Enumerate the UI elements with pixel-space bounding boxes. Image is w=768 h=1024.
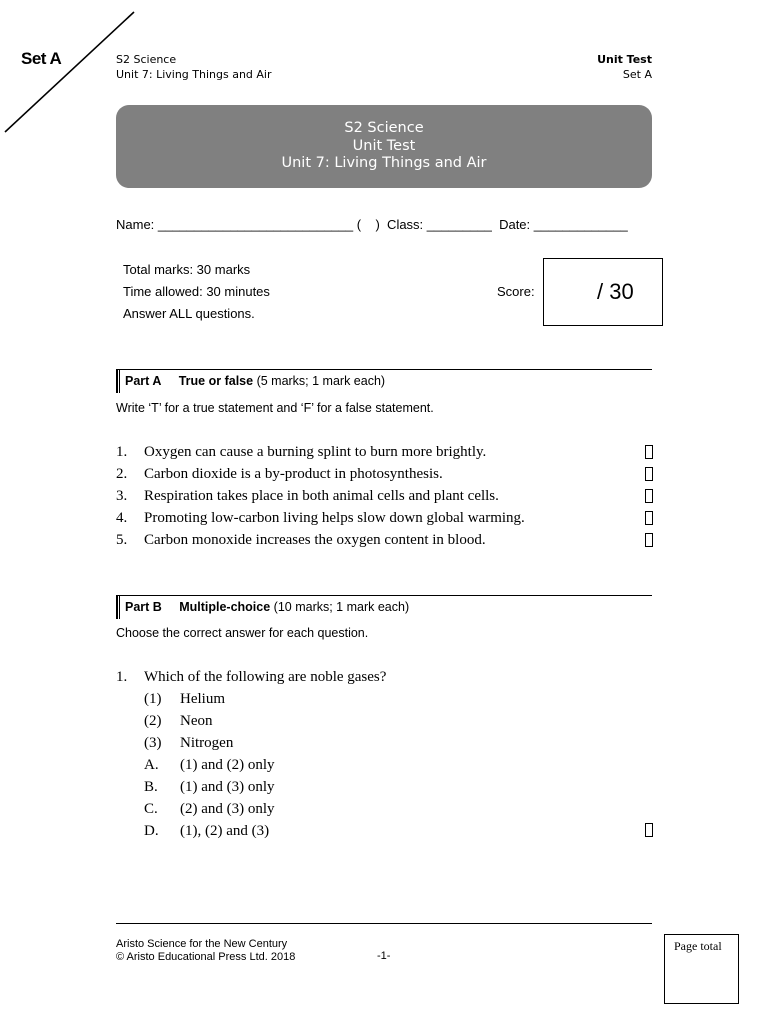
statement-item: (3) Nitrogen — [144, 735, 234, 751]
page-number: -1- — [377, 950, 391, 962]
statement-item: (2) Neon — [144, 713, 213, 729]
part-b-heading — [125, 600, 409, 614]
footer-copyright: © Aristo Educational Press Ltd. 2018 — [116, 950, 296, 963]
part-a-question-1: 1. Oxygen can cause a burning splint to burn more brightly. — [116, 444, 487, 460]
part-b-instruction: Choose the correct answer for each question. — [116, 626, 369, 640]
footer-series: Aristo Science for the New Century — [116, 938, 288, 950]
header-left — [116, 52, 272, 82]
part-a-heading — [125, 374, 385, 388]
set-label: Set A — [21, 49, 62, 68]
answer-box[interactable] — [645, 511, 653, 525]
header-subject: S2 Science — [116, 53, 177, 66]
part-a-title: True or false — [178, 374, 254, 388]
part-a-bar — [116, 369, 118, 393]
part-b-label: Part B — [125, 600, 162, 614]
banner-unit: Unit 7: Living Things and Air — [281, 155, 487, 172]
part-a-marks: (5 marks; 1 mark each) — [256, 374, 386, 388]
header-set: Set A — [622, 68, 652, 81]
statement-item: (1) Helium — [144, 691, 225, 707]
header-right — [597, 52, 652, 82]
score-label: Score: — [497, 284, 535, 299]
option-d: D. (1), (2) and (3) — [144, 823, 270, 839]
student-details-line: Name: ___________________________ ( ) Class: _________ Date: _____________ — [116, 217, 628, 232]
header-unit: Unit 7: Living Things and Air — [116, 68, 272, 81]
part-a-question-3: 3. Respiration takes place in both animal cells and plant cells. — [116, 488, 499, 504]
footer-publisher — [116, 938, 295, 963]
footer-rule — [116, 923, 652, 924]
banner-subject: S2 Science — [344, 120, 424, 137]
part-a-question-2: 2. Carbon dioxide is a by-product in photosynthesis. — [116, 466, 443, 482]
answer-box[interactable] — [645, 533, 653, 547]
part-a-bar-inner — [119, 369, 120, 393]
answer-box[interactable] — [645, 489, 653, 503]
page-total-label: Page total — [674, 939, 722, 953]
answer-box[interactable] — [645, 823, 653, 837]
part-a-question-4: 4. Promoting low-carbon living helps slow down global warming. — [116, 510, 525, 526]
answer-box[interactable] — [645, 467, 653, 481]
part-b-bar-inner — [119, 595, 120, 619]
time-allowed: Time allowed: 30 minutes — [123, 284, 270, 299]
part-b-title: Multiple-choice — [179, 600, 271, 614]
option-b: B. (1) and (3) only — [144, 779, 275, 795]
part-b-question-1: 1. Which of the following are noble gases? — [116, 669, 387, 685]
part-b-rule — [116, 595, 652, 596]
score-total: / 30 — [597, 279, 634, 304]
part-a-instruction: Write ‘T’ for a true statement and ‘F’ for a false statement. — [116, 401, 434, 415]
part-a-label: Part A — [125, 374, 162, 388]
answer-box[interactable] — [645, 445, 653, 459]
part-a-rule — [116, 369, 652, 370]
answer-all-note: Answer ALL questions. — [123, 306, 255, 321]
title-banner — [116, 105, 652, 188]
total-marks: Total marks: 30 marks — [123, 262, 251, 277]
part-a-question-5: 5. Carbon monoxide increases the oxygen content in blood. — [116, 532, 486, 548]
part-b-bar — [116, 595, 118, 619]
option-a: A. (1) and (2) only — [144, 757, 275, 773]
banner-test-type: Unit Test — [352, 137, 416, 154]
header-test-type: Unit Test — [597, 53, 652, 66]
part-b-marks: (10 marks; 1 mark each) — [273, 600, 410, 614]
option-c: C. (2) and (3) only — [144, 801, 275, 817]
